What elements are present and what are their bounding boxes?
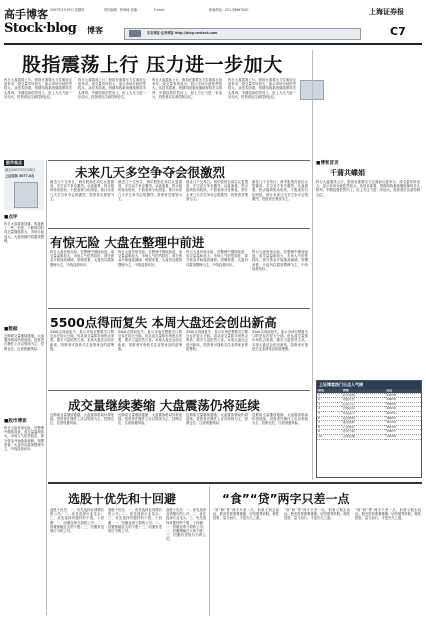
a2-top-rule [48,228,310,229]
table-row[interactable]: 7 基金视野 16734 [317,421,421,426]
market-box-date: 截至2007年3月28日 [5,168,36,172]
article4-col1: 近期成交量继续萎缩，大盘震荡格局仍将延续。投资者在操作上应以短线为主，控制仓位，注意规避风险。 [50,413,114,426]
market-box-body: 上证综指 3077.8点 [5,174,35,178]
logo-sub: 博客 [87,26,103,35]
article2-col2: 昨日大盘有惊无险，在整理中继续前进。成交量温和放大，市场人气依然较旺，部分资金开始逢高减磅。短期来看，大盘仍以震荡整理为主，中线趋势向好。 [118,250,182,267]
table-row[interactable]: 8 行业研究 15120 [317,425,421,430]
header-clicks: 点击 [385,389,421,393]
bottom-right-col2: “食”和“贷”两字只差一点，但意义相去甚远。股市投资需要谨慎，切勿借贷炒股。理性投资，量力而行，才是长久之道。 [284,508,350,521]
hotline-line: 新闻热线：021-38967000 [209,8,249,12]
header-blog: 博客 [342,389,385,393]
left-blog-text: 昨日大盘有惊无险，在整理中继续前进。成交量温和放大，市场人气依然较旺，部分资金开始逢高减磅。短期来看，大盘仍以震荡整理为主，中线趋势向好。 [4,426,44,452]
article1-col1: 最近几个交易日，两市股指在高位反复震荡，多空双方争夺激烈。从盘面看，热点板块轮动较快，个股表现分化明显。预计未来几天多空争夺会很激烈，投资者宜观望为主。 [50,180,114,201]
bottom-top-rule [48,482,422,484]
table-row[interactable]: 6 趋势研判 18652 [317,416,421,421]
market-box-chart [14,182,38,208]
article4-col2: 近期成交量继续萎缩，大盘震荡格局仍将延续。投资者在操作上应以短线为主，控制仓位，注意规避风险。 [118,413,182,426]
left-comment-title: ■点评 [4,215,18,220]
hot-ranking-title: 上证博客热门日点人气榜 [317,381,421,389]
table-row[interactable]: 1 股市观察 33218 [317,393,421,398]
article4-headline: 成交量继续萎缩 大盘震荡仍将延续 [68,398,260,413]
article3-col2: 5500点得而复失，显示市场在整数关口附近存在较大分歧。但从成交量和市场热点来看，做多力量依然占优。本周大盘还会创出新高，投资者可逢低关注业绩优良的蓝筹股。 [118,330,182,351]
article1-headline: 未来几天多空争夺会很激烈 [75,165,226,180]
table-row[interactable]: 2 财经评论 29876 [317,398,421,403]
bottom-divider [209,486,210,616]
table-row[interactable]: 5 短线高手 20371 [317,411,421,416]
a3-top-rule [48,308,310,309]
article3-col1: 5500点得而复失，显示市场在整数关口附近存在较大分歧。但从成交量和市场热点来看，做多力量依然占优。本周大盘还会创出新高，投资者可逢低关注业绩优良的蓝筹股。 [50,330,114,351]
bottom-left-headline: 选股十优先和十回避 [68,492,177,506]
page-number: C7 [390,25,406,38]
left-comment-text: 昨日大盘震荡回落，收盘跌了一些。但是，下跌的同时成交量继续放大，市场分歧加大，大盘短期内将震荡整理。 [4,222,44,243]
article1-col3: 最近几个交易日，两市股指在高位反复震荡，多空双方争夺激烈。从盘面看，热点板块轮动较快，个股表现分化明显。预计未来几天多空争夺会很激烈，投资者宜观望为主。 [186,180,248,201]
date-line: 2007年3月29日 星期四 [50,8,85,12]
paper-name: 上海证券报 [369,7,404,16]
article1-col4: 最近几个交易日，两市股指在高位反复震荡，多空双方争夺激烈。从盘面看，热点板块轮动较快，个股表现分化明显。预计未来几天多空争夺会很激烈，投资者宜观望为主。 [252,180,308,201]
main-headline: 股指震荡上行 压力进一步加大 [22,54,283,76]
bottom-left-col1: 选股十优先：一、优先选择业绩增长的公司；二、优先选择行业龙头；三、优先选择有题材的个股。十回避：一、回避业绩亏损的公司；二、回避涨幅过大的个股；三、回避有违规行为的公司。 [50,508,104,534]
left-data-text: 近期成交量继续萎缩，大盘震荡格局仍将延续。投资者在操作上应以短线为主，控制仓位，注意规避风险。 [4,334,44,351]
a4-top-rule [48,390,310,391]
hot-ranking-box [316,380,422,478]
masthead [4,4,422,42]
main-story-col1: 昨日大盘震荡上行，股指在重要压力位面前反复争夺，成交量有所放大，显示市场分歧依然较大。从技术面看，短期均线系统继续保持多头排列，中期趋势依然向上，但上方压力进一步加大，投资者应注意控制仓位。 [4,78,72,99]
strip-logo-icon [129,30,141,37]
brand-title: 高手博客 [4,8,48,21]
bottom-right-headline: “食”“贷”两字只差一点 [222,492,350,506]
header-rank: 排名 [317,389,342,393]
main-story-col2: 昨日大盘震荡上行，股指在重要压力位面前反复争夺，成交量有所放大，显示市场分歧依然较大。从技术面看，短期均线系统继续保持多头排列，中期趋势依然向上，但上方压力进一步加大，投资者应注意控制仓位。 [78,78,146,99]
market-box [4,160,44,210]
strip-text: 实名博客·证券博客 http://blog.cnstock.com [147,31,218,35]
table-row[interactable]: 9 技术分析 13877 [317,430,421,435]
main-story-col3: 昨日大盘震荡上行，股指在重要压力位面前反复争夺，成交量有所放大，显示市场分歧依然较大。从技术面看，短期均线系统继续保持多头排列，中期趋势依然向上，但上方压力进一步加大，投资者应注意控制仓位。 [152,78,222,99]
right-feature-title: 千蒲共蝶娟 [330,169,365,177]
main-story-col4: 昨日大盘震荡上行，股指在重要压力位面前反复争夺，成交量有所放大，显示市场分歧依然较大。从技术面看，短期均线系统继续保持多头排列，中期趋势依然向上，但上方压力进一步加大，投资者应注意控制仓位。 [228,78,296,99]
article3-col3: 5500点得而复失，显示市场在整数关口附近存在较大分歧。但从成交量和市场热点来看，做多力量依然占优。本周大盘还会创出新高，投资者可逢低关注业绩优良的蓝筹股。 [186,330,248,351]
article3-col4: 5500点得而复失，显示市场在整数关口附近存在较大分歧。但从成交量和市场热点来看，做多力量依然占优。本周大盘还会创出新高，投资者可逢低关注业绩优良的蓝筹股。 [252,330,308,351]
bottom-left-col2: 选股十优先：一、优先选择业绩增长的公司；二、优先选择行业龙头；三、优先选择有题材的个股。十回避：一、回避业绩亏损的公司；二、回避涨幅过大的个股；三、回避有违规行为的公司。 [108,508,162,534]
right-col-divider [312,50,313,480]
editor-line: 责任编辑：张海涛 美编： [104,8,141,12]
article3-headline: 5500点得而复失 本周大盘还会创出新高 [50,315,277,330]
bottom-right-col1: “食”和“贷”两字只差一点，但意义相去甚远。股市投资需要谨慎，切勿借贷炒股。理性投资，量力而行，才是长久之道。 [213,508,279,521]
email-line: E-mail： [154,8,168,12]
bottom-left-col3: 选股十优先：一、优先选择业绩增长的公司；二、优先选择行业龙头；三、优先选择有题材的个股。十回避：一、回避业绩亏损的公司；二、回避涨幅过大的个股；三、回避有违规行为的公司。 [166,508,206,542]
left-blog-title: ■股市博客 [4,419,27,424]
article4-col4: 近期成交量继续萎缩，大盘震荡格局仍将延续。投资者在操作上应以短线为主，控制仓位，注意规避风险。 [252,413,308,426]
masthead-strip [124,28,361,40]
masthead-rule [4,43,422,45]
article2-col3: 昨日大盘有惊无险，在整理中继续前进。成交量温和放大，市场人气依然较旺，部分资金开始逢高减磅。短期来看，大盘仍以震荡整理为主，中线趋势向好。 [186,250,248,267]
hot-ranking-table [317,389,421,440]
article2-col4: 昨日大盘有惊无险，在整理中继续前进。成交量温和放大，市场人气依然较旺，部分资金开始逢高减磅。短期来看，大盘仍以震荡整理为主，中线趋势向好。 [252,250,308,271]
right-section-title: ■博客首页 [316,161,339,166]
left-data-title: ■数据 [4,327,18,332]
stock-blog-logo: Stock·blog [4,21,77,36]
article2-col1: 昨日大盘有惊无险，在整理中继续前进。成交量温和放大，市场人气依然较旺，部分资金开始逢高减磅。短期来看，大盘仍以震荡整理为主，中线趋势向好。 [50,250,114,267]
table-row[interactable]: 3 投资日记 25643 [317,402,421,407]
a1-top-rule [48,160,310,161]
market-box-title: 股市观点 [6,160,22,165]
article4-col3: 近期成交量继续萎缩，大盘震荡格局仍将延续。投资者在操作上应以短线为主，控制仓位，注意规避风险。 [186,413,248,426]
left-col-divider [46,160,47,615]
article2-headline: 有惊无险 大盘在整理中前进 [50,235,205,250]
bottom-right-col3: “食”和“贷”两字只差一点，但意义相去甚远。股市投资需要谨慎，切勿借贷炒股。理性投资，量力而行，才是长久之道。 [355,508,421,521]
article1-col2: 最近几个交易日，两市股指在高位反复震荡，多空双方争夺激烈。从盘面看，热点板块轮动较快，个股表现分化明显。预计未来几天多空争夺会很激烈，投资者宜观望为主。 [118,180,182,201]
table-row[interactable]: 10 宏观纵横 12590 [317,434,421,439]
table-row[interactable]: 4 价值投资 22018 [317,407,421,412]
right-feature-text: 昨日大盘震荡上行，股指在重要压力位面前反复争夺，成交量有所放大，显示市场分歧依然较大。从技术面看，短期均线系统继续保持多头排列，中期趋势依然向上，但上方压力进一步加大，投资者应注意控制仓位。 [316,180,420,197]
